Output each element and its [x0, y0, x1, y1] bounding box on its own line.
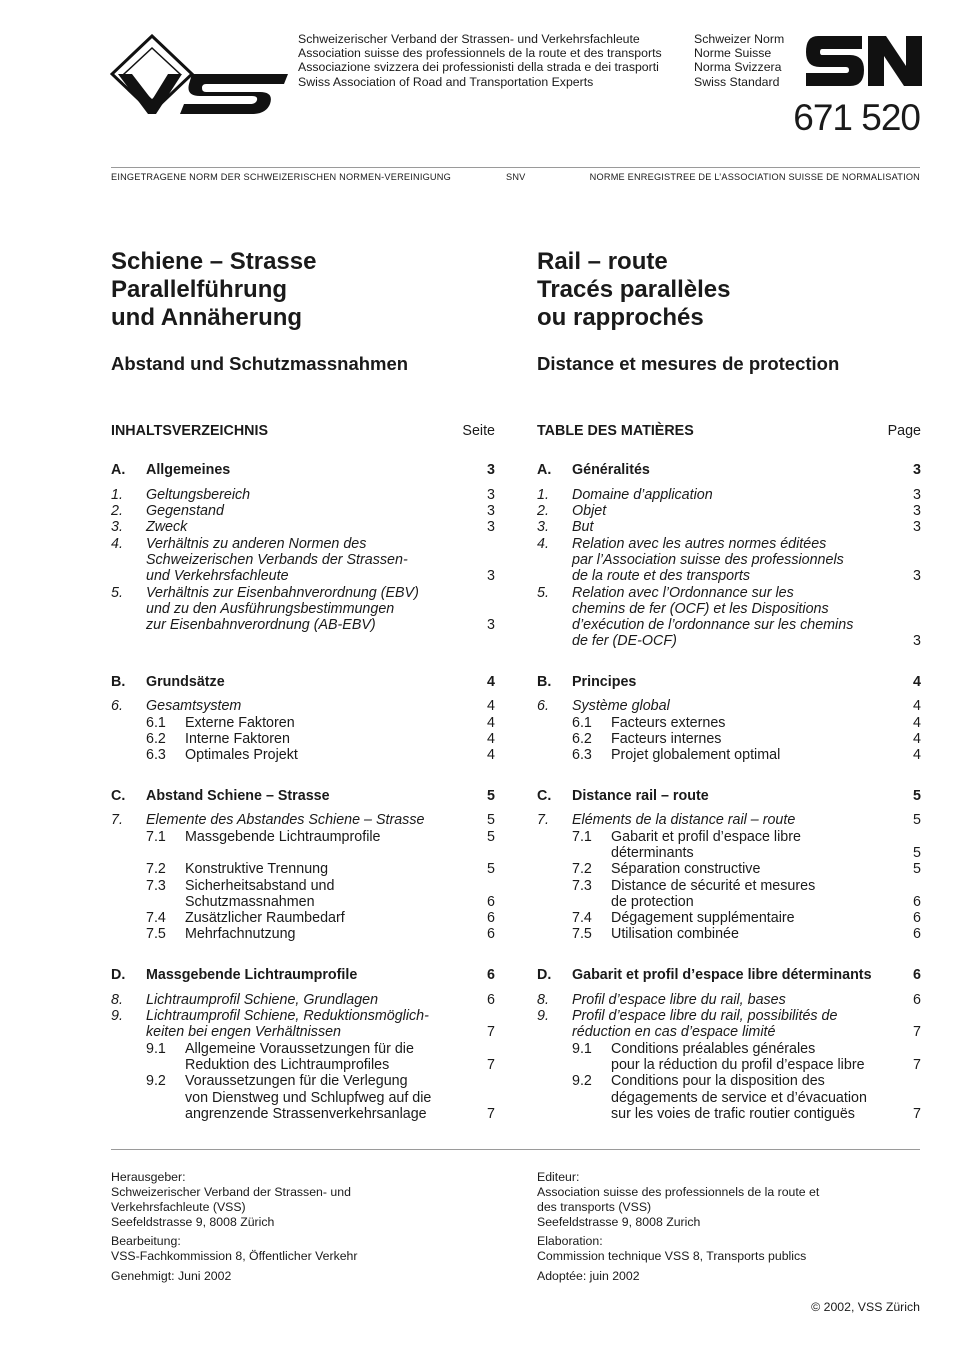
toc-entry — [111, 1106, 495, 1122]
footer-rule — [111, 1149, 920, 1150]
title-de-line: und Annäherung — [111, 304, 303, 331]
toc-entry — [111, 967, 495, 983]
toc-entry — [111, 674, 495, 690]
toc-entry-page: 4 — [913, 731, 921, 747]
toc-title-fr: TABLE DES MATIÈRES — [537, 423, 694, 439]
toc-entry-number: 8. — [111, 992, 123, 1008]
toc-entry-text: Verhältnis zu anderen Normen des — [146, 536, 367, 552]
toc-entry-number: B. — [111, 674, 126, 690]
toc-entry-page: 6 — [487, 926, 495, 942]
toc-entry — [537, 568, 921, 584]
toc-entry-text: Lichtraumprofil Schiene, Reduktionsmöglich- — [146, 1008, 429, 1024]
copyright: © 2002, VSS Zürich — [811, 1300, 920, 1314]
approved-date: Genehmigt: Juni 2002 — [111, 1269, 232, 1283]
toc-entry-text: But — [572, 519, 594, 535]
toc-entry — [111, 487, 495, 503]
toc-entry — [111, 992, 495, 1008]
toc-entry-page: 4 — [487, 731, 495, 747]
registration-de: EINGETRAGENE NORM DER SCHWEIZERISCHEN NORMEN-VEREINIGUNG — [111, 172, 451, 182]
association-name-en: Swiss Association of Road and Transportation Experts — [298, 74, 594, 89]
toc-entry-page: 3 — [487, 462, 495, 478]
toc-entry-page: 3 — [913, 568, 921, 584]
toc-entry-page: 7 — [913, 1106, 921, 1122]
vss-logo — [110, 34, 292, 116]
toc-entry — [111, 536, 495, 552]
standard-label-en: Swiss Standard — [694, 74, 780, 89]
toc-entry — [111, 1024, 495, 1040]
toc-entry — [111, 861, 495, 877]
subtitle-fr: Distance et mesures de protection — [537, 353, 840, 374]
toc-entry — [537, 1090, 921, 1106]
toc-entry-page: 7 — [487, 1024, 495, 1040]
title-de-line: Schiene – Strasse — [111, 248, 317, 275]
toc-entry-text: Massgebende Lichtraumprofile — [146, 967, 358, 983]
toc-entry-text: von Dienstweg und Schlupfweg auf die — [185, 1090, 432, 1106]
publisher-line: des transports (VSS) — [537, 1200, 652, 1214]
toc-entry-page: 4 — [913, 715, 921, 731]
toc-entry — [537, 1073, 921, 1089]
toc-entry-text: Gesamtsystem — [146, 698, 242, 714]
toc-entry — [537, 617, 921, 633]
toc-entry-number: 9.2 — [572, 1073, 592, 1089]
toc-entry-text: Massgebende Lichtraumprofile — [185, 829, 381, 845]
toc-entry-text: Profil d’espace libre du rail, bases — [572, 992, 786, 1008]
toc-entry-page: 5 — [913, 788, 921, 804]
toc-entry-text: Lichtraumprofil Schiene, Grundlagen — [146, 992, 379, 1008]
standard-label-fr: Norme Suisse — [694, 46, 772, 61]
standard-labels — [694, 32, 784, 89]
toc-entry — [537, 601, 921, 617]
toc-entry-number: D. — [111, 967, 126, 983]
toc-entry — [111, 1090, 495, 1106]
toc-entry-page: 5 — [487, 812, 495, 828]
toc-entry — [537, 674, 921, 690]
toc-entry-number: 9.1 — [146, 1041, 166, 1057]
standard-label-it: Norma Svizzera — [694, 60, 782, 75]
publisher-line: Schweizerischer Verband der Strassen- und — [111, 1185, 351, 1199]
toc-entry-page: 6 — [913, 967, 921, 983]
toc-entry-number: 9.2 — [146, 1073, 166, 1089]
prepared-label: Bearbeitung: — [111, 1234, 181, 1248]
toc-entry-number: 7.3 — [146, 878, 166, 894]
association-names — [298, 32, 662, 89]
prepared-by: VSS-Fachkommission 8, Öffentlicher Verkehr — [111, 1249, 358, 1263]
toc-entry-text: Distance de sécurité et mesures — [611, 878, 816, 894]
publisher-line: Seefeldstrasse 9, 8008 Zurich — [537, 1215, 701, 1229]
toc-entry-page: 6 — [487, 992, 495, 1008]
toc-page-label-fr: Page — [887, 423, 921, 439]
toc-entry-text: par l’Association suisse des professionnels — [572, 552, 844, 568]
toc-entry-text: Projet globalement optimal — [611, 747, 781, 763]
toc-entry-page: 7 — [913, 1024, 921, 1040]
toc-entry-number: 4. — [111, 536, 123, 552]
toc-entry — [111, 503, 495, 519]
toc-entry-page: 6 — [487, 910, 495, 926]
toc-entry-number: A. — [111, 462, 126, 478]
toc-entry-page: 5 — [487, 788, 495, 804]
toc-entry-number: 3. — [537, 519, 549, 535]
toc-entry-number: 9. — [111, 1008, 123, 1024]
toc-entry-number: 1. — [111, 487, 123, 503]
title-fr-line: Tracés parallèles — [537, 276, 731, 303]
toc-entry — [537, 585, 921, 601]
toc-entry-number: 6.1 — [572, 715, 592, 731]
toc-entry-number: 6. — [537, 698, 549, 714]
toc-entry — [111, 1008, 495, 1024]
toc-entry-number: 6.3 — [146, 747, 166, 763]
toc-entry-page: 3 — [913, 633, 921, 649]
toc-entry-text: Schweizerischen Verbands der Strassen- — [146, 552, 408, 568]
toc-entry-number: A. — [537, 462, 552, 478]
toc-entry-text: Généralités — [572, 462, 650, 478]
toc-entry-text: Distance rail – route — [572, 788, 709, 804]
toc-entry — [537, 1008, 921, 1024]
toc-entry — [537, 1057, 921, 1073]
toc-entry-text: Gabarit et profil d’espace libre déterminants — [572, 967, 872, 983]
toc-entry — [537, 845, 921, 861]
toc-entry-page: 4 — [487, 747, 495, 763]
toc-entry-text: Allgemeines — [146, 462, 231, 478]
registration-snv: SNV — [506, 172, 526, 182]
toc-entry — [537, 788, 921, 804]
toc-entry-text: zur Eisenbahnverordnung (AB-EBV) — [146, 617, 376, 633]
toc-entry-page: 5 — [487, 829, 495, 845]
title-fr — [537, 248, 730, 332]
toc-entry — [537, 536, 921, 552]
toc-entry — [111, 601, 495, 617]
toc-entry-text: keiten bei engen Verhältnissen — [146, 1024, 341, 1040]
toc-entry-page: 6 — [913, 894, 921, 910]
toc-entry-number: C. — [537, 788, 552, 804]
toc-entry — [111, 519, 495, 535]
toc-entry-page: 7 — [913, 1057, 921, 1073]
toc-entry-page: 6 — [487, 967, 495, 983]
toc-entry-text: und zu den Ausführungsbestimmungen — [146, 601, 395, 617]
title-de — [111, 248, 316, 332]
toc-entry-text: de protection — [611, 894, 694, 910]
toc-entry-text: Utilisation combinée — [611, 926, 739, 942]
toc-entry — [537, 1024, 921, 1040]
toc-entry-text: Abstand Schiene – Strasse — [146, 788, 330, 804]
toc-entry-number: 6.2 — [146, 731, 166, 747]
toc-entry-text: Externe Faktoren — [185, 715, 295, 731]
toc-entry — [537, 462, 921, 478]
publisher-line: Verkehrsfachleute (VSS) — [111, 1200, 246, 1214]
toc-entry-number: 6.1 — [146, 715, 166, 731]
toc-entry-number: 9.1 — [572, 1041, 592, 1057]
toc-entry — [111, 878, 495, 894]
toc-entry-number: 2. — [537, 503, 549, 519]
toc-entry — [537, 861, 921, 877]
toc-entry-text: dégagements de service et d’évacuation — [611, 1090, 867, 1106]
toc-page-label-de: Seite — [462, 423, 495, 439]
toc-entry — [537, 910, 921, 926]
toc-entry — [111, 829, 495, 845]
toc-entry-page: 3 — [913, 487, 921, 503]
toc-entry-number: 7.5 — [572, 926, 592, 942]
toc-entry — [111, 462, 495, 478]
prepared-by: Commission technique VSS 8, Transports publics — [537, 1249, 807, 1263]
toc-entry-text: réduction en cas d’espace limité — [572, 1024, 776, 1040]
toc-entry-page: 4 — [913, 747, 921, 763]
toc-entry-text: Conditions pour la disposition des — [611, 1073, 825, 1089]
toc-entry-page: 5 — [913, 812, 921, 828]
toc-entry-text: Système global — [572, 698, 670, 714]
header-rule — [111, 167, 920, 168]
association-name-fr: Association suisse des professionnels de la route et des transports — [298, 46, 662, 61]
toc-entry-text: Optimales Projekt — [185, 747, 298, 763]
toc-entry-text: sur les voies de trafic routier contiguës — [611, 1106, 855, 1122]
toc-entry — [111, 715, 495, 731]
toc-entry — [537, 878, 921, 894]
toc-entry-text: Eléments de la distance rail – route — [572, 812, 796, 828]
toc-entry-text: Principes — [572, 674, 637, 690]
toc-entry-text: Facteurs internes — [611, 731, 722, 747]
toc-entry-text: Konstruktive Trennung — [185, 861, 329, 877]
toc-entry — [537, 926, 921, 942]
toc-entry — [537, 503, 921, 519]
toc-entry — [111, 788, 495, 804]
standard-label-de: Schweizer Norm — [694, 32, 785, 46]
toc-entry-text: Zusätzlicher Raumbedarf — [185, 910, 345, 926]
toc-entry — [111, 747, 495, 763]
toc-entry — [111, 1057, 495, 1073]
toc-entry-number: 5. — [111, 585, 123, 601]
toc-entry — [111, 926, 495, 942]
toc-entry-text: Conditions préalables générales — [611, 1041, 816, 1057]
toc-entry-text: chemins de fer (OCF) et les Dispositions — [572, 601, 829, 617]
association-name-it: Associazione svizzera dei professionisti della strada e dei trasporti — [298, 60, 659, 75]
toc-entry — [537, 698, 921, 714]
toc-entry-text: angrenzende Strassenverkehrsanlage — [185, 1106, 427, 1122]
toc-entry — [111, 552, 495, 568]
toc-entry-number: 3. — [111, 519, 123, 535]
footer-fr — [537, 1170, 819, 1284]
toc-entry-text: pour la réduction du profil d’espace libre — [611, 1057, 865, 1073]
toc-entry-page: 7 — [487, 1057, 495, 1073]
toc-entry-number: 2. — [111, 503, 123, 519]
toc-entry — [111, 698, 495, 714]
toc-entry-text: Facteurs externes — [611, 715, 726, 731]
toc-entry-page: 3 — [913, 519, 921, 535]
toc-entry-text: Reduktion des Lichtraumprofiles — [185, 1057, 390, 1073]
toc-entry — [537, 1041, 921, 1057]
toc-entry — [537, 992, 921, 1008]
toc-entry-text: Geltungsbereich — [146, 487, 251, 503]
toc-entry-text: Allgemeine Voraussetzungen für die — [185, 1041, 414, 1057]
toc-entry-number: 4. — [537, 536, 549, 552]
toc-entry — [537, 487, 921, 503]
toc-entry-text: Objet — [572, 503, 607, 519]
toc-entry-number: 8. — [537, 992, 549, 1008]
toc-entry-page: 4 — [913, 698, 921, 714]
toc-entry-number: 7.4 — [572, 910, 592, 926]
toc-entry-number: C. — [111, 788, 126, 804]
toc-entry-number: 7. — [111, 812, 123, 828]
toc-entry — [111, 812, 495, 828]
norm-number: 671 520 — [793, 97, 920, 138]
toc-entry-text: Elemente des Abstandes Schiene – Strasse — [146, 812, 425, 828]
toc-entry-page: 6 — [913, 910, 921, 926]
toc-entry-text: Zweck — [146, 519, 188, 535]
title-fr-line: ou rapprochés — [537, 304, 704, 331]
toc-entry — [111, 585, 495, 601]
toc-entry-text: Gegenstand — [146, 503, 224, 519]
toc-entry-number: 6. — [111, 698, 123, 714]
toc-entry-page: 3 — [487, 519, 495, 535]
toc-entry-number: 7.2 — [146, 861, 166, 877]
toc-entry-number: 6.2 — [572, 731, 592, 747]
toc-entry-page: 5 — [913, 845, 921, 861]
toc-entry — [537, 715, 921, 731]
toc-entry-number: 7. — [537, 812, 549, 828]
toc-entry — [537, 967, 921, 983]
publisher-label: Herausgeber: — [111, 1170, 186, 1184]
toc-entry-text: Profil d’espace libre du rail, possibilités de — [572, 1008, 838, 1024]
toc-entry-text: Séparation constructive — [611, 861, 761, 877]
toc-entry — [537, 829, 921, 845]
toc-entry-page: 7 — [487, 1106, 495, 1122]
toc-entry-number: 6.3 — [572, 747, 592, 763]
toc-entry-text: de la route et des transports — [572, 568, 751, 584]
toc-entry-number: 5. — [537, 585, 549, 601]
toc-entry-text: Dégagement supplémentaire — [611, 910, 795, 926]
toc-entry-page: 3 — [487, 503, 495, 519]
toc-entry-text: Grundsätze — [146, 674, 225, 690]
toc-entry-number: 7.3 — [572, 878, 592, 894]
toc-entry — [537, 552, 921, 568]
toc-entry-text: Relation avec les autres normes éditées — [572, 536, 827, 552]
toc-entry-page: 6 — [487, 894, 495, 910]
toc-entry — [537, 1106, 921, 1122]
toc-entry-number: 9. — [537, 1008, 549, 1024]
sn-logo — [806, 36, 922, 86]
toc-entry — [111, 731, 495, 747]
toc-entry-text: Interne Faktoren — [185, 731, 290, 747]
toc-entry-number: 7.2 — [572, 861, 592, 877]
toc-entry-number: 7.1 — [146, 829, 166, 845]
toc-entry-number: 7.5 — [146, 926, 166, 942]
toc-entry-text: d’exécution de l’ordonnance sur les chemins — [572, 617, 854, 633]
toc-entry — [111, 617, 495, 633]
toc-entry-text: und Verkehrsfachleute — [146, 568, 289, 584]
toc-title-de: INHALTSVERZEICHNIS — [111, 423, 269, 439]
title-de-line: Parallelführung — [111, 276, 288, 303]
toc-entry — [537, 894, 921, 910]
toc-entry-number: 7.1 — [572, 829, 592, 845]
toc-entry-text: de fer (DE-OCF) — [572, 633, 677, 649]
toc-entry-text: Relation avec l’Ordonnance sur les — [572, 585, 794, 601]
toc-entry-text: Gabarit et profil d’espace libre — [611, 829, 801, 845]
toc-entry-page: 3 — [487, 617, 495, 633]
toc-entry — [111, 1073, 495, 1089]
toc-entry — [537, 633, 921, 649]
toc-entry-number: B. — [537, 674, 552, 690]
toc-entry-text: Mehrfachnutzung — [185, 926, 296, 942]
title-fr-line: Rail – route — [537, 248, 668, 275]
toc-entry-text: déterminants — [611, 845, 694, 861]
toc-entry-page: 6 — [913, 992, 921, 1008]
toc-entry — [111, 1041, 495, 1057]
publisher-label: Editeur: — [537, 1170, 580, 1184]
toc-entry-page: 4 — [487, 698, 495, 714]
toc-entry-page: 4 — [487, 715, 495, 731]
toc-entry — [537, 812, 921, 828]
footer-de — [111, 1170, 358, 1284]
toc-entry-number: D. — [537, 967, 552, 983]
toc-entry — [111, 568, 495, 584]
toc-entry-text: Sicherheitsabstand und — [185, 878, 335, 894]
toc-entry-page: 5 — [487, 861, 495, 877]
toc-entry-page: 5 — [913, 861, 921, 877]
toc-entry — [537, 747, 921, 763]
toc-entry-page: 3 — [913, 462, 921, 478]
subtitle-de: Abstand und Schutzmassnahmen — [111, 353, 409, 374]
approved-date: Adoptée: juin 2002 — [537, 1269, 640, 1283]
toc-entry — [111, 910, 495, 926]
registration-fr: NORME ENREGISTREE DE L’ASSOCIATION SUISSE DE NORMALISATION — [589, 172, 920, 182]
association-name-de: Schweizerischer Verband der Strassen- und Verkehrsfachleute — [298, 32, 640, 46]
toc-entry-page: 3 — [913, 503, 921, 519]
toc-entry-page: 3 — [487, 487, 495, 503]
toc-entry-number: 1. — [537, 487, 549, 503]
toc-entry — [537, 519, 921, 535]
prepared-label: Elaboration: — [537, 1234, 603, 1248]
toc-entry-text: Voraussetzungen für die Verlegung — [185, 1073, 408, 1089]
toc-entry-page: 3 — [487, 568, 495, 584]
toc-entry-page: 4 — [913, 674, 921, 690]
toc-entry — [537, 731, 921, 747]
toc-entry-number: 7.4 — [146, 910, 166, 926]
toc-entry-text: Schutzmassnahmen — [185, 894, 315, 910]
toc-entry-text: Domaine d’application — [572, 487, 713, 503]
toc-entry-text: Verhältnis zur Eisenbahnverordnung (EBV) — [146, 585, 419, 601]
toc-entry-page: 4 — [487, 674, 495, 690]
publisher-line: Association suisse des professionnels de la route et — [537, 1185, 820, 1199]
publisher-line: Seefeldstrasse 9, 8008 Zürich — [111, 1215, 275, 1229]
toc-entry — [111, 894, 495, 910]
toc-entry-page: 6 — [913, 926, 921, 942]
